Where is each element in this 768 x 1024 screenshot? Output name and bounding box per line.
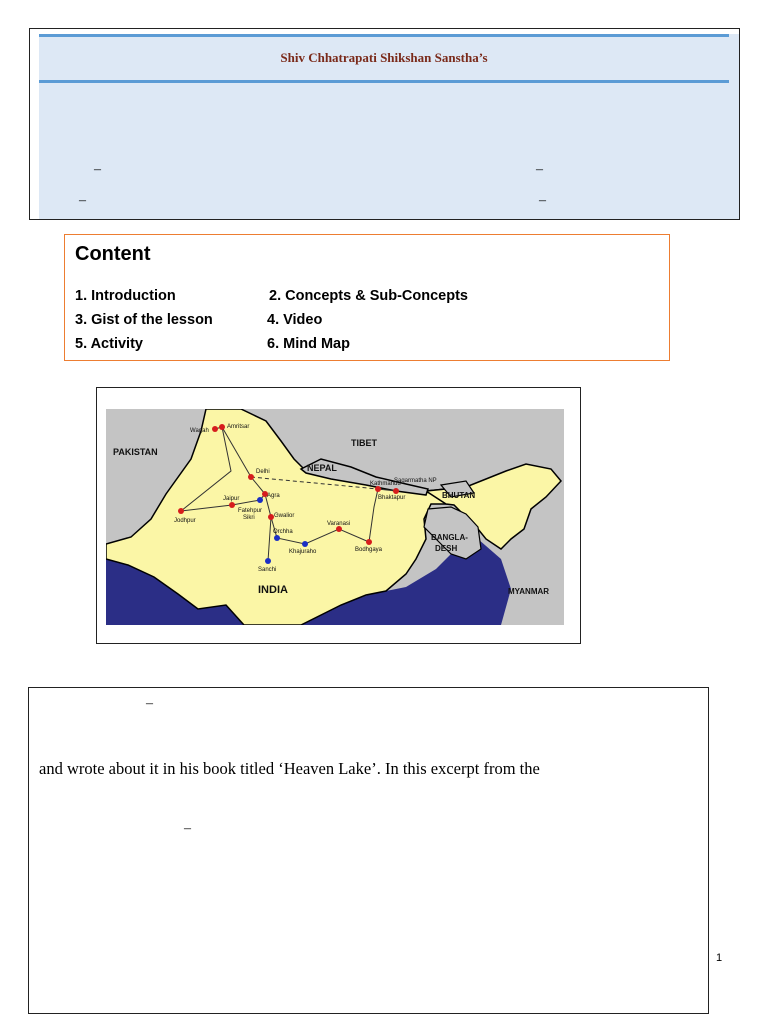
stop-bodhgaya <box>366 539 372 545</box>
header-box <box>29 28 740 220</box>
label-sanchi: Sanchi <box>258 567 277 573</box>
label-india: INDIA <box>258 584 288 596</box>
label-bhaktapur: Bhaktapur <box>378 495 406 501</box>
stop-khajuraho <box>302 541 308 547</box>
header-top-rule <box>39 34 729 37</box>
stop-sanchi <box>265 558 271 564</box>
label-jodhpur: Jodhpur <box>174 518 196 524</box>
passage-dash: – <box>146 696 153 711</box>
label-sikri: Sikri <box>243 515 255 521</box>
stop-wagah <box>212 426 218 432</box>
header-dash: – <box>94 162 101 177</box>
passage-box <box>28 687 709 1014</box>
content-item-activity: 5. Activity <box>75 336 143 352</box>
label-tibet: TIBET <box>351 438 377 448</box>
label-myanmar: MYANMAR <box>508 587 550 596</box>
content-box <box>64 234 670 361</box>
stop-bhaktapur <box>393 488 399 494</box>
passage-dash: – <box>184 821 191 836</box>
header-dash: – <box>79 193 86 208</box>
page-number: 1 <box>716 952 723 964</box>
header-panel <box>39 34 739 219</box>
label-delhi: Delhi <box>256 469 270 475</box>
label-bhutan: BHUTAN <box>442 491 476 500</box>
stop-amritsar <box>219 424 225 430</box>
content-item-gist: 3. Gist of the lesson <box>75 312 213 328</box>
label-agra: Agra <box>267 493 280 499</box>
label-bangladesh-1: BANGLA- <box>431 533 468 542</box>
content-title: Content <box>75 243 151 265</box>
label-khajuraho: Khajuraho <box>289 549 317 555</box>
label-pakistan: PAKISTAN <box>113 447 158 457</box>
label-nepal: NEPAL <box>307 463 337 473</box>
content-item-video: 4. Video <box>267 312 323 328</box>
content-item-introduction: 1. Introduction <box>75 288 176 304</box>
label-bodhgaya: Bodhgaya <box>355 547 383 553</box>
stop-orchha <box>274 535 280 541</box>
label-sagarmatha: Sagarmatha NP <box>394 478 437 484</box>
excerpt-line: and wrote about it in his book titled ‘Heaven Lake’. In this excerpt from the <box>39 759 540 778</box>
header-dash: – <box>536 162 543 177</box>
label-varanasi: Varanasi <box>327 521 351 527</box>
label-bangladesh-2: DESH <box>435 544 458 553</box>
stop-delhi <box>248 474 254 480</box>
label-kathmandu: Kathmandu <box>370 481 401 487</box>
label-wagah: Wagah <box>190 428 209 434</box>
label-fatehpur: Fatehpur <box>238 508 263 514</box>
content-item-mind-map: 6. Mind Map <box>267 336 350 352</box>
route-map <box>106 409 564 625</box>
map-frame <box>96 387 581 644</box>
content-item-concepts: 2. Concepts & Sub-Concepts <box>269 288 468 304</box>
label-amritsar: Amritsar <box>227 424 250 430</box>
institute-name: Shiv Chhatrapati Shikshan Sanstha’s <box>280 50 488 65</box>
label-jaipur: Jaipur <box>223 496 240 502</box>
label-gwalior: Gwalior <box>274 513 295 519</box>
stop-jodhpur <box>178 508 184 514</box>
label-orchha: Orchha <box>273 529 293 535</box>
header-bottom-rule <box>39 80 729 83</box>
header-dash: – <box>539 193 546 208</box>
stop-jaipur <box>229 502 235 508</box>
stop-fatehpur-sikri <box>257 497 263 503</box>
